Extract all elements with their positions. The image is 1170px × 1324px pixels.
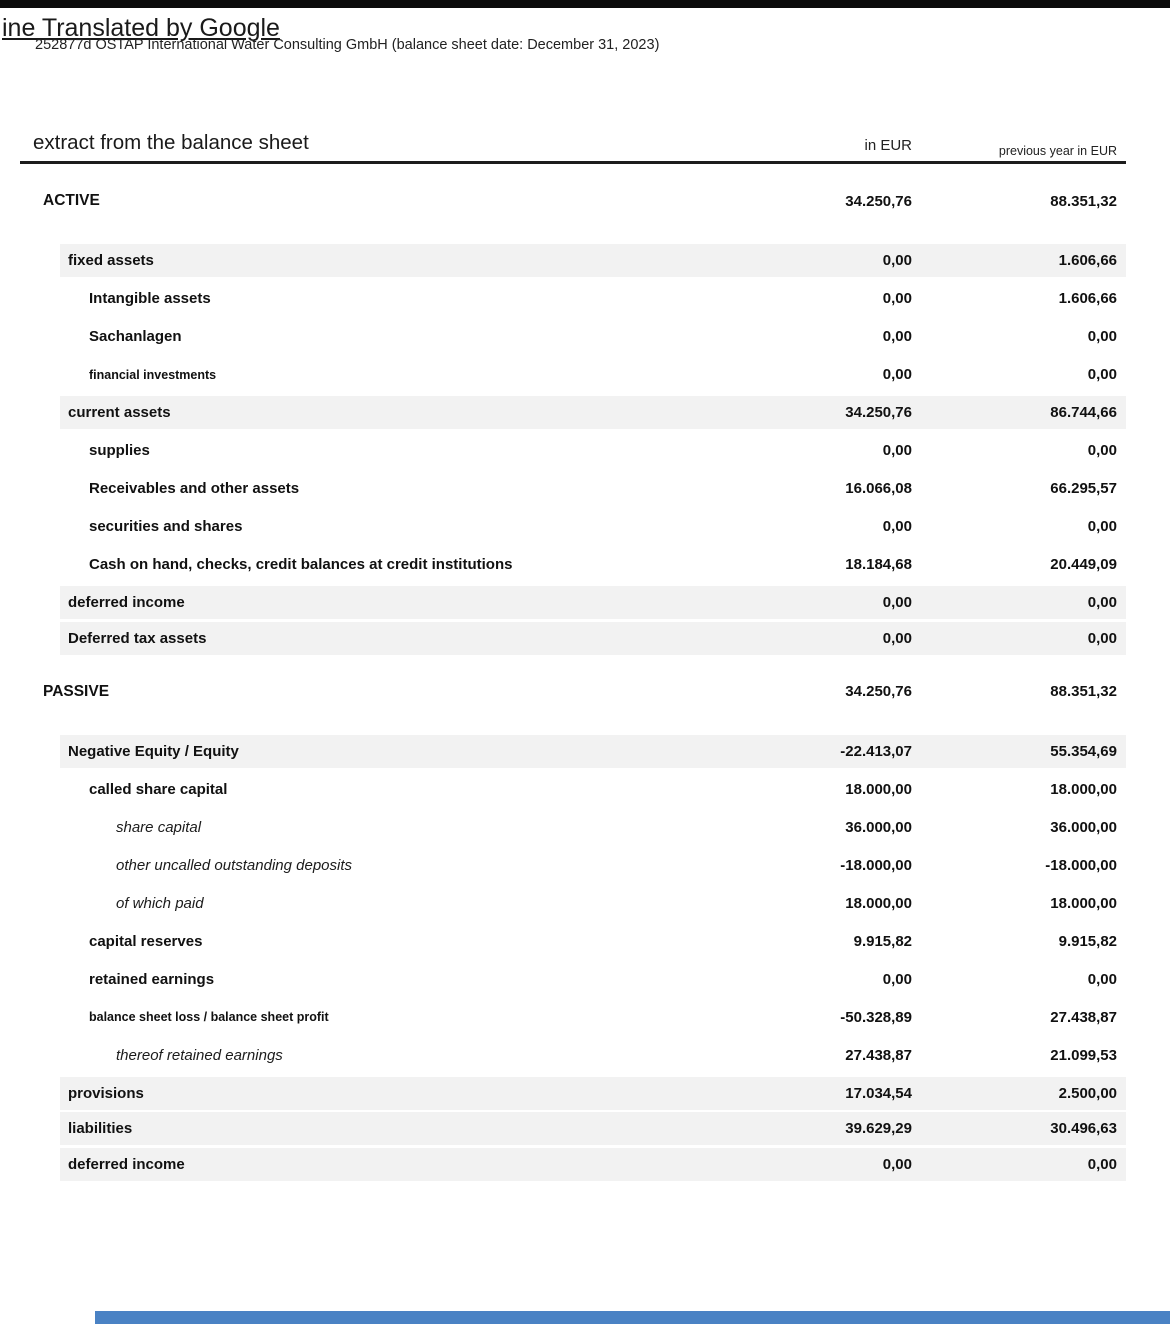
balance-sheet-rows (20, 184, 1126, 1181)
row-label: Sachanlagen (89, 328, 182, 345)
value-previous-year: 30.496,63 (1050, 1120, 1117, 1137)
bottom-scroll-indicator[interactable] (95, 1311, 1170, 1324)
value-previous-year: 18.000,00 (1050, 894, 1117, 912)
table-row (20, 998, 1126, 1036)
value-current-year: -22.413,07 (840, 742, 912, 760)
table-row (20, 470, 1126, 508)
value-current-year: -18.000,00 (840, 856, 912, 874)
value-previous-year: 0,00 (1087, 1155, 1117, 1173)
value-previous-year: 27.438,87 (1050, 1008, 1117, 1026)
table-row (20, 356, 1126, 394)
table-row (20, 1077, 1126, 1110)
value-current-year: 0,00 (882, 252, 912, 269)
value-previous-year: 21.099,53 (1050, 1046, 1117, 1064)
machine-translated-banner: ine Translated by Google (2, 14, 280, 42)
row-label: provisions (68, 1084, 144, 1102)
value-previous-year: 88.351,32 (1050, 192, 1117, 210)
value-previous-year: 0,00 (1087, 442, 1117, 459)
value-previous-year: 88.351,32 (1050, 683, 1117, 700)
row-label: of which paid (116, 894, 204, 912)
column-header-previous: previous year in EUR (998, 144, 1117, 158)
table-row (20, 675, 1126, 709)
row-label: PASSIVE (43, 682, 110, 700)
value-current-year: 0,00 (882, 594, 912, 611)
row-label: current assets (68, 404, 171, 421)
row-label: Cash on hand, checks, credit balances at credit institutions (89, 556, 513, 573)
table-row (20, 1112, 1126, 1145)
value-previous-year: 36.000,00 (1050, 818, 1117, 836)
table-row (20, 808, 1126, 846)
value-previous-year: 1.606,66 (1058, 290, 1117, 307)
table-row (20, 546, 1126, 584)
value-current-year: 18.184,68 (845, 556, 912, 573)
value-current-year: 0,00 (882, 518, 912, 535)
value-current-year: 18.000,00 (845, 780, 912, 798)
row-label: Negative Equity / Equity (68, 742, 239, 760)
value-current-year: 0,00 (882, 629, 912, 647)
value-current-year: 0,00 (882, 366, 912, 383)
row-label: liabilities (68, 1120, 133, 1137)
value-previous-year: 9.915,82 (1058, 932, 1117, 950)
value-previous-year: 1.606,66 (1058, 252, 1117, 269)
value-current-year: 0,00 (882, 1155, 912, 1173)
value-previous-year: 2.500,00 (1058, 1084, 1117, 1102)
value-current-year: 34.250,76 (845, 192, 912, 210)
row-label: retained earnings (89, 970, 215, 988)
value-previous-year: 0,00 (1087, 518, 1117, 535)
table-row (20, 432, 1126, 470)
table-row (20, 280, 1126, 318)
value-previous-year: 18.000,00 (1050, 780, 1117, 798)
header-double-rule (20, 161, 1126, 164)
row-label: fixed assets (68, 252, 154, 269)
table-row (20, 960, 1126, 998)
row-label: share capital (116, 818, 202, 836)
value-current-year: 9.915,82 (853, 932, 912, 950)
row-label: thereof retained earnings (116, 1046, 283, 1064)
value-current-year: 0,00 (882, 290, 912, 307)
row-label: Deferred tax assets (68, 629, 207, 647)
value-current-year: 0,00 (882, 328, 912, 345)
table-row (20, 184, 1126, 218)
table-row (20, 622, 1126, 655)
table-row (20, 318, 1126, 356)
table-row (20, 508, 1126, 546)
row-label: called share capital (89, 780, 228, 798)
table-row (20, 884, 1126, 922)
document-title-line: 252877d OSTAP International Water Consulting GmbH (balance sheet date: December 31, 2023) (35, 37, 660, 53)
top-black-bar (0, 0, 1170, 8)
value-current-year: 0,00 (882, 970, 912, 988)
balance-sheet (20, 131, 1126, 1183)
sheet-header (20, 131, 1126, 161)
table-row (20, 846, 1126, 884)
table-row (20, 770, 1126, 808)
value-current-year: 0,00 (882, 442, 912, 459)
value-previous-year: 0,00 (1087, 629, 1117, 647)
value-current-year: 34.250,76 (845, 404, 912, 421)
table-row (20, 1148, 1126, 1181)
value-previous-year: 86.744,66 (1050, 404, 1117, 421)
column-header-current: in EUR (864, 137, 912, 154)
row-label: deferred income (68, 594, 185, 611)
value-current-year: 36.000,00 (845, 818, 912, 836)
table-row (20, 586, 1126, 619)
value-current-year: -50.328,89 (840, 1008, 912, 1026)
value-previous-year: 55.354,69 (1050, 742, 1117, 760)
row-label: ACTIVE (43, 192, 100, 209)
value-previous-year: 0,00 (1087, 594, 1117, 611)
value-current-year: 34.250,76 (845, 683, 912, 700)
value-previous-year: 0,00 (1087, 970, 1117, 988)
table-row (20, 396, 1126, 429)
table-row (20, 735, 1126, 768)
value-previous-year: -18.000,00 (1045, 856, 1117, 874)
row-label: securities and shares (89, 518, 243, 535)
row-label: capital reserves (89, 932, 203, 950)
sheet-title: extract from the balance sheet (33, 131, 309, 154)
value-current-year: 16.066,08 (845, 480, 912, 497)
table-row (20, 922, 1126, 960)
value-previous-year: 20.449,09 (1050, 556, 1117, 573)
value-current-year: 18.000,00 (845, 894, 912, 912)
row-label: supplies (89, 442, 150, 459)
value-current-year: 39.629,29 (845, 1120, 912, 1137)
row-label: balance sheet loss / balance sheet profit (89, 1010, 329, 1024)
table-row (20, 244, 1126, 277)
row-label: other uncalled outstanding deposits (116, 856, 353, 874)
row-label: deferred income (68, 1155, 185, 1173)
table-row (20, 1036, 1126, 1074)
value-previous-year: 66.295,57 (1050, 480, 1117, 497)
row-label: Receivables and other assets (89, 480, 300, 497)
value-current-year: 27.438,87 (845, 1046, 912, 1064)
value-previous-year: 0,00 (1087, 366, 1117, 383)
row-label: Intangible assets (89, 290, 211, 307)
value-current-year: 17.034,54 (845, 1084, 912, 1102)
row-label: financial investments (89, 367, 217, 382)
value-previous-year: 0,00 (1087, 328, 1117, 345)
